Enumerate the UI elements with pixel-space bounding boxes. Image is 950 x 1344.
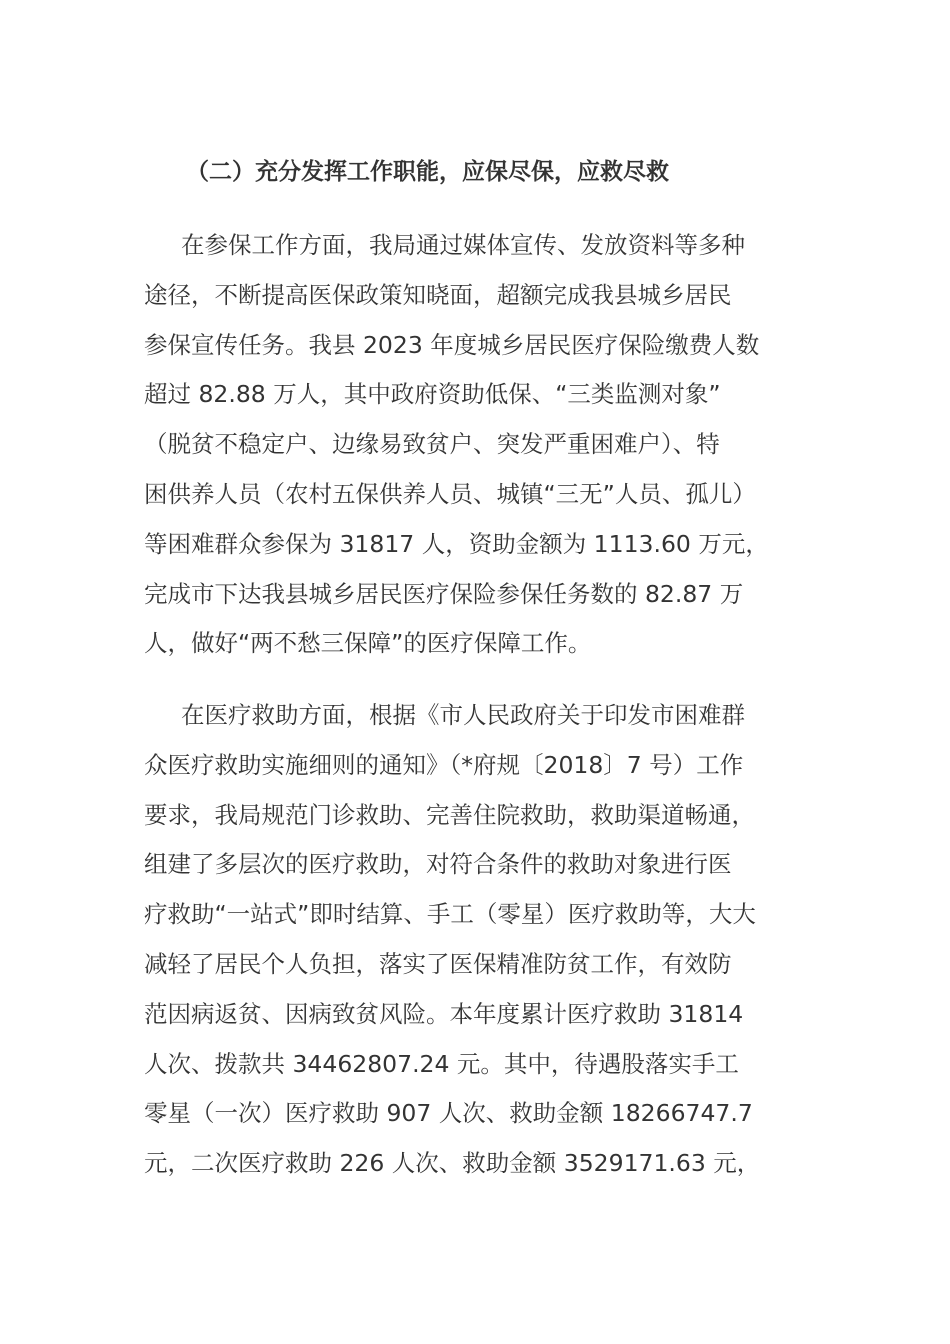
text-line: （脱贫不稳定户、边缘易致贫户、突发严重困难户）、特	[144, 430, 720, 459]
text-line: 元，二次医疗救助 226 人次、救助金额 3529171.63 元，	[144, 1149, 761, 1178]
text-line: 众医疗救助实施细则的通知》（*府规〔2018〕7 号）工作	[144, 750, 744, 779]
text-line: 人次、拨款共 34462807.24 元。其中，待遇股落实手工	[144, 1049, 739, 1078]
text-line: 要求，我局规范门诊救助、完善住院救助，救助渠道畅通，	[144, 800, 755, 829]
text-line: 途径，不断提高医保政策知晓面，超额完成我县城乡居民	[144, 280, 732, 309]
text-line: 零星（一次）医疗救助 907 人次、救助金额 18266747.7	[144, 1099, 753, 1128]
text-line: 范因病返贫、因病致贫风险。本年度累计医疗救助 31814	[144, 999, 744, 1028]
text-line: 在医疗救助方面，根据《市人民政府关于印发市困难群	[181, 701, 745, 729]
text-line: 超过 82.88 万人，其中政府资助低保、“三类监测对象”	[144, 380, 721, 409]
text-line: 困供养人员（农村五保供养人员、城镇“三无”人员、孤儿）	[144, 479, 756, 508]
text-line: 等困难群众参保为 31817 人，资助金额为 1113.60 万元，	[144, 529, 769, 558]
text-line: 组建了多层次的医疗救助，对符合条件的救助对象进行医	[144, 850, 732, 879]
text-line: 完成市下达我县城乡居民医疗保险参保任务数的 82.87 万	[144, 579, 744, 608]
text-line: 参保宣传任务。我县 2023 年度城乡居民医疗保险缴费人数	[144, 330, 760, 359]
text-line: 在参保工作方面，我局通过媒体宣传、发放资料等多种	[181, 231, 745, 259]
text-line: 疗救助“一站式”即时结算、手工（零星）医疗救助等，大大	[144, 900, 756, 929]
text-line: 减轻了居民个人负担，落实了医保精准防贫工作，有效防	[144, 949, 732, 978]
paragraph-insurance-enrollment	[144, 221, 824, 669]
paragraph-medical-assistance	[144, 691, 824, 1189]
section-heading: （二）充分发挥工作职能，应保尽保，应救尽救	[186, 159, 669, 185]
text-line: 人，做好“两不愁三保障”的医疗保障工作。	[144, 629, 592, 658]
